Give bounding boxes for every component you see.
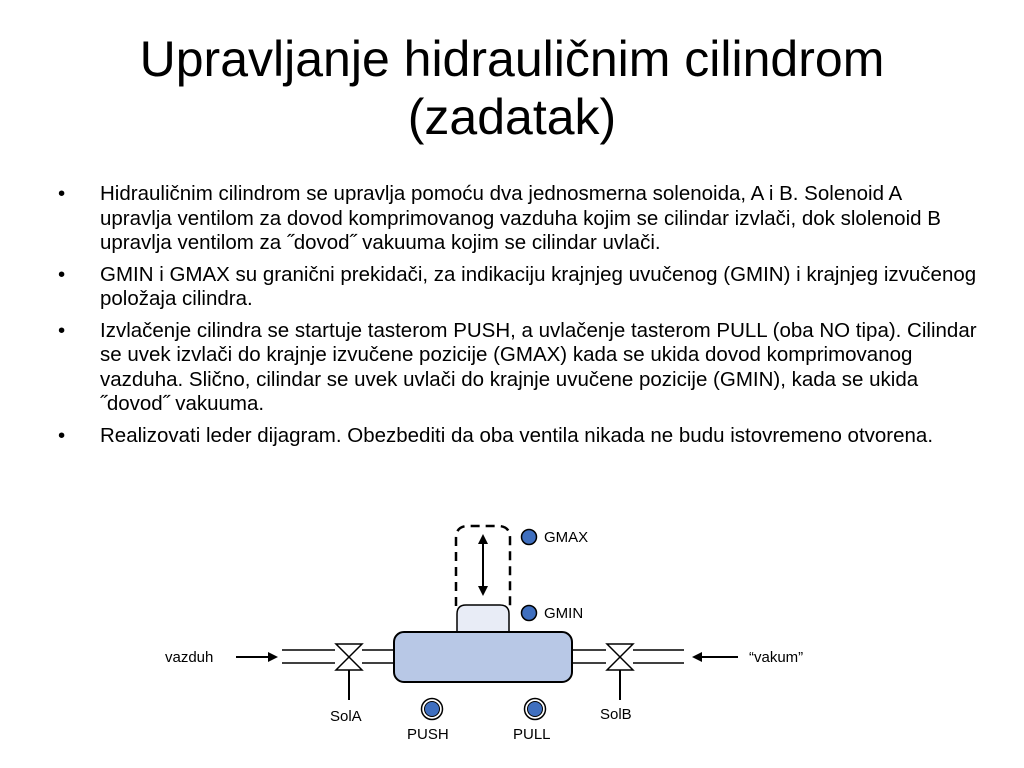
air-label: vazduh <box>165 649 214 666</box>
valve-b-icon <box>607 644 633 700</box>
gmin-indicator <box>522 606 537 621</box>
bullet-item: • GMIN i GMAX su granični prekidači, za indikaciju krajnjeg uvučenog (GMIN) i krajnjeg izvučenog položaja cilindra. <box>58 263 978 312</box>
sol-a-label: SolA <box>330 708 362 725</box>
gmax-indicator <box>522 530 537 545</box>
pull-label: PULL <box>513 726 551 743</box>
vacuum-label: “vakum” <box>749 649 804 666</box>
bullet-item: • Izvlačenje cilindra se startuje tasterom PUSH, a uvlačenje tasterom PULL (oba NO tipa). Cilindar se uvek izvlači do krajnje izvučene pozicije (GMAX) kada se ukida dovod komprimovanog vazduha. Slično, cilindar se uvek uvlači do krajnje uvučene pozicije (GMIN), kada se ukida ˝dovod˝ vakuuma. <box>58 319 978 417</box>
piston-top <box>457 605 509 632</box>
vacuum-pipe <box>571 650 684 663</box>
gmin-label: GMIN <box>544 605 584 622</box>
valve-a-icon <box>336 644 362 700</box>
pull-button-icon <box>525 699 546 720</box>
bullet-item: • Hidrauličnim cilindrom se upravlja pomoću dva jednosmerna solenoida, A i B. Solenoid A upravlja ventilom za dovod komprimovanog vazduha kojim se cilindar izvlači, dok slolenoid B upravlja ventilom za ˝dovod˝ vakuuma kojim se cilindar uvlači. <box>58 182 978 256</box>
push-button-icon <box>422 699 443 720</box>
title-line-2: (zadatak) <box>407 89 617 145</box>
sol-b-label: SolB <box>600 706 632 723</box>
gmax-label: GMAX <box>544 529 589 546</box>
air-pipe <box>282 650 396 663</box>
title-line-1: Upravljanje hidrauličnim cilindrom <box>139 31 885 87</box>
push-label: PUSH <box>407 726 449 743</box>
cylinder-body <box>394 632 572 682</box>
bullet-item: • Realizovati leder dijagram. Obezbediti da oba ventila nikada ne budu istovremeno otvorena. <box>58 424 978 449</box>
